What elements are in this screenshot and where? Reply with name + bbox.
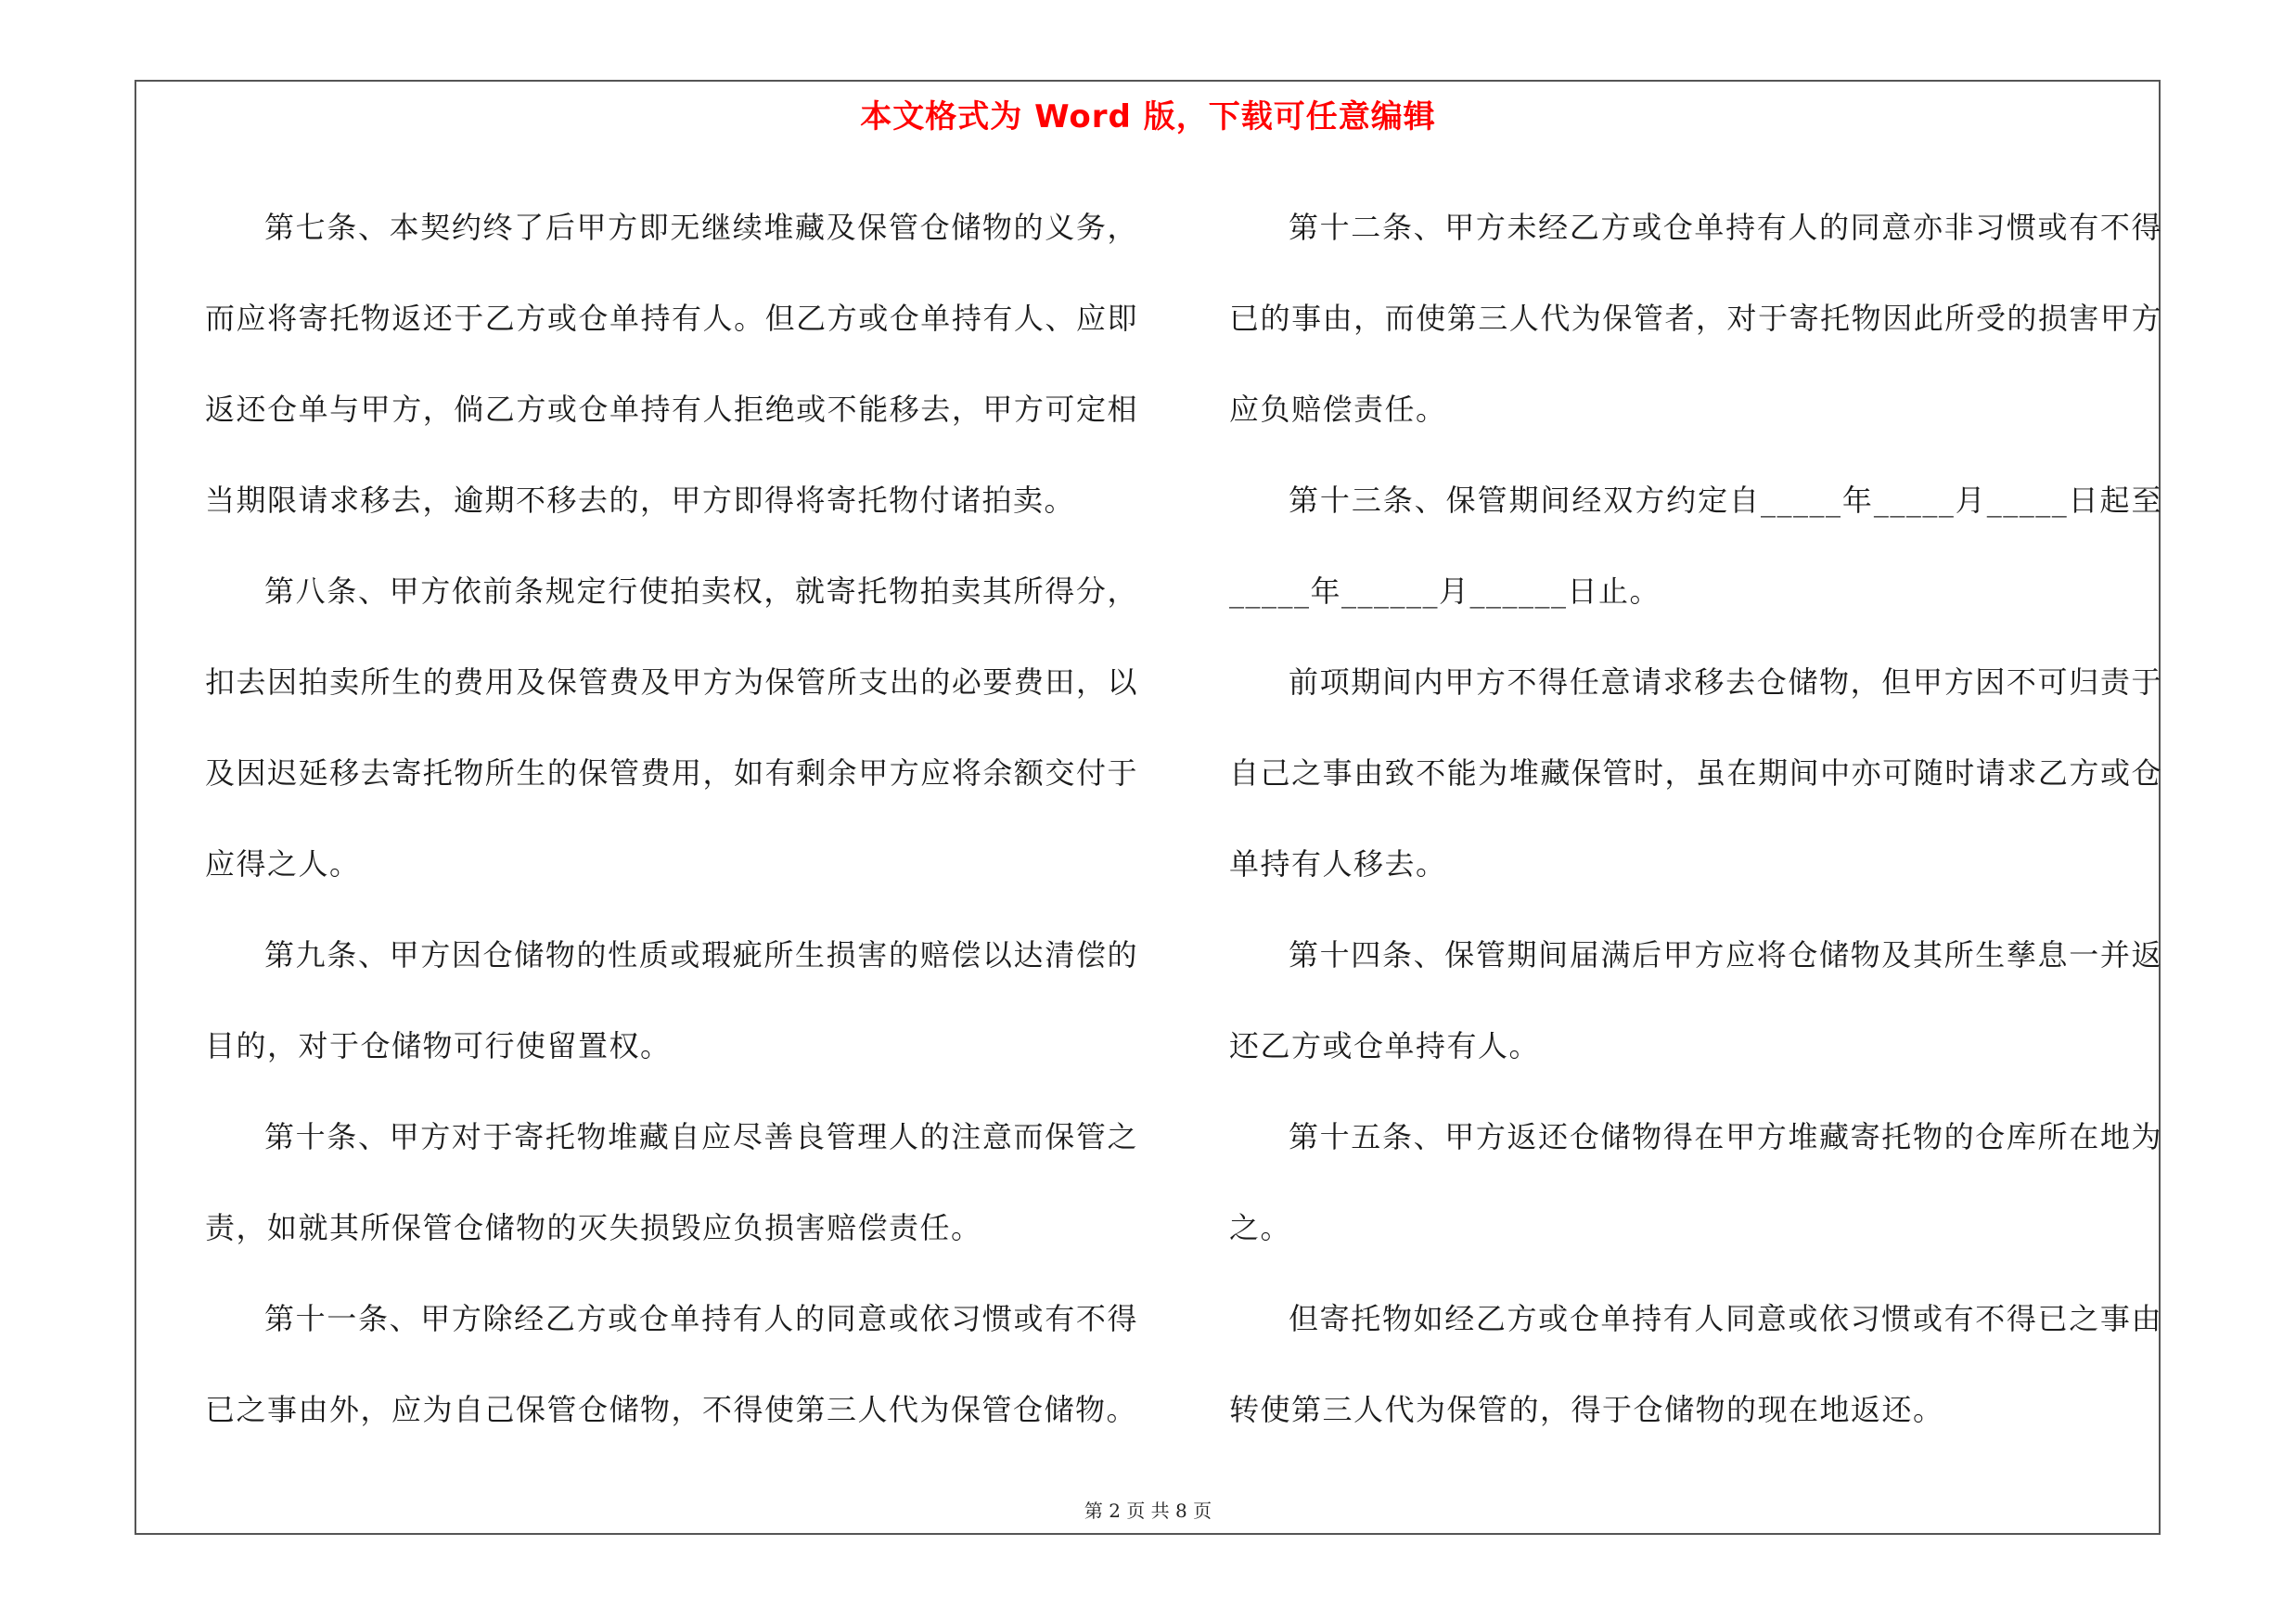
right-column — [1229, 182, 2162, 1455]
clause-14: 第十四条、保管期间届满后甲方应将仓储物及其所生孳息一并返还乙方或仓单持有人。 — [1229, 937, 2162, 1063]
clause-7: 第七条、本契约终了后甲方即无继续堆藏及保管仓储物的义务，而应将寄托物返还于乙方或仓单持有人。但乙方或仓单持有人、应即返还仓单与甲方，倘乙方或仓单持有人拒绝或不能移去，甲方可定相当期限请求移去，逾期不移去的，甲方即得将寄托物付诸拍卖。 — [205, 210, 1138, 518]
page-number: 第 2 页 共 8 页 — [1084, 1500, 1212, 1522]
clause-15-supplement: 但寄托物如经乙方或仓单持有人同意或依习惯或有不得已之事由转使第三人代为保管的，得于仓储物的现在地返还。 — [1229, 1301, 2162, 1427]
word-format-banner: 本文格式为 Word 版，下载可任意编辑 — [860, 98, 1436, 135]
clause-9: 第九条、甲方因仓储物的性质或瑕疵所生损害的赔偿以达清偿的目的，对于仓储物可行使留置权。 — [205, 937, 1138, 1063]
clause-12: 第十二条、甲方未经乙方或仓单持有人的同意亦非习惯或有不得已的事由，而使第三人代为保管者，对于寄托物因此所受的损害甲方应负赔偿责任。 — [1229, 210, 2162, 427]
clause-13-supplement: 前项期间内甲方不得任意请求移去仓储物，但甲方因不可归责于自己之事由致不能为堆藏保管时，虽在期间中亦可随时请求乙方或仓单持有人移去。 — [1229, 664, 2162, 882]
clause-8: 第八条、甲方依前条规定行使拍卖权，就寄托物拍卖其所得分，扣去因拍卖所生的费用及保管费及甲方为保管所支出的必要费田，以及因迟延移去寄托物所生的保管费用，如有剩余甲方应将余额交付于应得之人。 — [205, 573, 1138, 882]
clause-13: 第十三条、保管期间经双方约定自_____年_____月_____日起至_____年______月______日止。 — [1229, 483, 2162, 609]
clause-10: 第十条、甲方对于寄托物堆藏自应尽善良管理人的注意而保管之责，如就其所保管仓储物的灭失损毁应负损害赔偿责任。 — [205, 1119, 1138, 1245]
clause-11: 第十一条、甲方除经乙方或仓单持有人的同意或依习惯或有不得已之事由外，应为自己保管仓储物，不得使第三人代为保管仓储物。 — [205, 1301, 1138, 1427]
left-column — [205, 182, 1138, 1455]
clause-15: 第十五条、甲方返还仓储物得在甲方堆藏寄托物的仓库所在地为之。 — [1229, 1119, 2162, 1245]
